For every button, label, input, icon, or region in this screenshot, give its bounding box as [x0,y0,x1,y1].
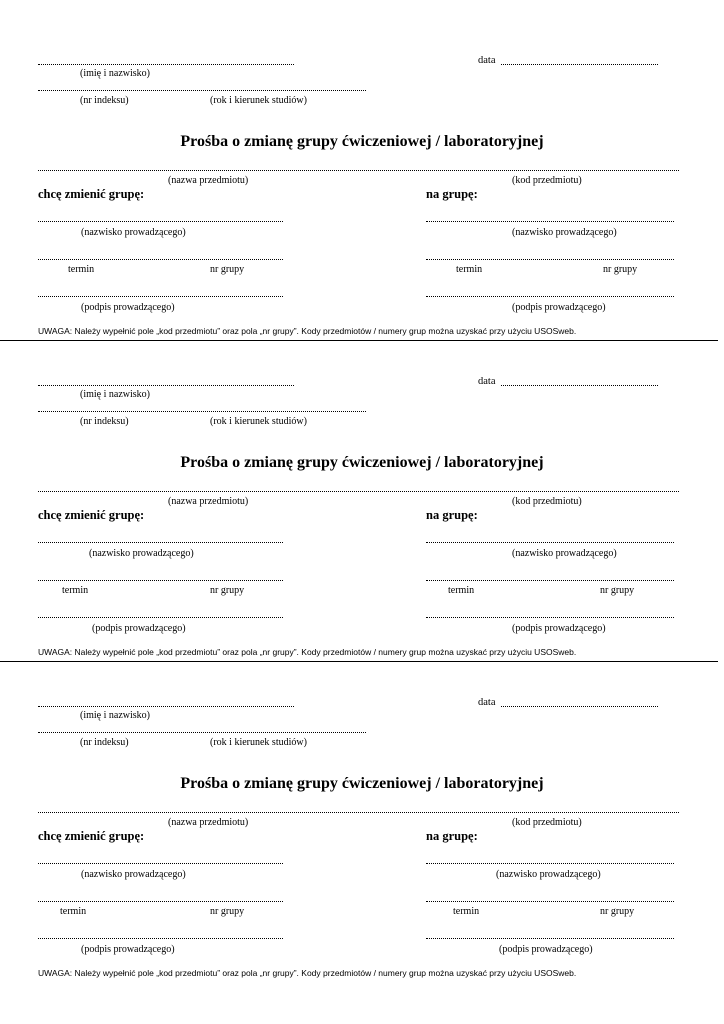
from-signature-line[interactable] [38,296,283,297]
change-to-heading: na grupę: [426,829,478,843]
index-field-line[interactable] [38,90,366,91]
subject-code-label: (kod przedmiotu) [512,175,582,186]
index-field-line[interactable] [38,411,366,412]
date-label: data [478,55,496,66]
from-signature-line[interactable] [38,617,283,618]
to-signature-label: (podpis prowadzącego) [512,302,606,313]
to-signature-line[interactable] [426,296,674,297]
to-group-label: nr grupy [600,585,635,596]
form-title: Prośba o zmianę grupy ćwiczeniowej / laboratoryjnej [180,775,544,792]
note-text: UWAGA: Należy wypełnić pole „kod przedmiotu” oraz pola „nr grupy”. Kody przedmiotów / numery grup można uzyskać przy użyciu USOSweb. [38,326,577,336]
request-form-2 [0,321,724,657]
from-teacher-line[interactable] [38,863,283,864]
change-from-heading: chcę zmienić grupę: [38,508,145,522]
to-teacher-line[interactable] [426,542,674,543]
to-term-label: termin [448,585,475,596]
date-field-line[interactable] [501,385,658,386]
subject-name-label: (nazwa przedmiotu) [168,496,249,507]
from-signature-label: (podpis prowadzącego) [81,944,175,955]
to-signature-label: (podpis prowadzącego) [499,944,593,955]
from-term-label: termin [60,906,87,917]
index-label: (nr indeksu) [80,737,129,748]
name-label: (imię i nazwisko) [80,710,150,721]
from-teacher-label: (nazwisko prowadzącego) [81,227,186,238]
change-from-heading: chcę zmienić grupę: [38,187,145,201]
subject-code-label: (kod przedmiotu) [512,817,582,828]
change-from-heading: chcę zmienić grupę: [38,829,145,843]
from-term-label: termin [68,264,95,275]
to-teacher-line[interactable] [426,221,674,222]
note-text: UWAGA: Należy wypełnić pole „kod przedmiotu” oraz pola „nr grupy”. Kody przedmiotów / numery grup można uzyskać przy użyciu USOSweb. [38,968,577,978]
index-label: (nr indeksu) [80,95,129,106]
from-group-label: nr grupy [210,906,245,917]
subject-field-line[interactable] [38,812,679,813]
name-field-line[interactable] [38,385,294,386]
name-field-line[interactable] [38,706,294,707]
from-teacher-label: (nazwisko prowadzącego) [89,548,194,559]
from-term-line[interactable] [38,901,283,902]
index-label: (nr indeksu) [80,416,129,427]
change-to-heading: na grupę: [426,508,478,522]
subject-field-line[interactable] [38,170,679,171]
change-to-heading: na grupę: [426,187,478,201]
to-group-label: nr grupy [603,264,638,275]
subject-name-label: (nazwa przedmiotu) [168,175,249,186]
year-label: (rok i kierunek studiów) [210,95,307,106]
date-label: data [478,697,496,708]
name-label: (imię i nazwisko) [80,68,150,79]
to-term-label: termin [456,264,483,275]
to-teacher-line[interactable] [426,863,674,864]
to-term-line[interactable] [426,580,674,581]
request-form-3 [0,642,724,978]
to-teacher-label: (nazwisko prowadzącego) [496,869,601,880]
from-group-label: nr grupy [210,585,245,596]
to-signature-label: (podpis prowadzącego) [512,623,606,634]
from-signature-label: (podpis prowadzącego) [81,302,175,313]
to-term-line[interactable] [426,901,674,902]
from-term-label: termin [62,585,89,596]
from-signature-line[interactable] [38,938,283,939]
to-group-label: nr grupy [600,906,635,917]
from-group-label: nr grupy [210,264,245,275]
form-title: Prośba o zmianę grupy ćwiczeniowej / laboratoryjnej [180,454,544,471]
date-field-line[interactable] [501,706,658,707]
to-signature-line[interactable] [426,938,674,939]
from-signature-label: (podpis prowadzącego) [92,623,186,634]
index-field-line[interactable] [38,732,366,733]
name-field-line[interactable] [38,64,294,65]
from-teacher-line[interactable] [38,542,283,543]
to-teacher-label: (nazwisko prowadzącego) [512,548,617,559]
request-form-1 [0,0,724,336]
to-term-line[interactable] [426,259,674,260]
date-label: data [478,376,496,387]
from-teacher-line[interactable] [38,221,283,222]
to-teacher-label: (nazwisko prowadzącego) [512,227,617,238]
form-title: Prośba o zmianę grupy ćwiczeniowej / laboratoryjnej [180,133,544,150]
date-field-line[interactable] [501,64,658,65]
subject-code-label: (kod przedmiotu) [512,496,582,507]
name-label: (imię i nazwisko) [80,389,150,400]
subject-name-label: (nazwa przedmiotu) [168,817,249,828]
year-label: (rok i kierunek studiów) [210,737,307,748]
subject-field-line[interactable] [38,491,679,492]
year-label: (rok i kierunek studiów) [210,416,307,427]
from-teacher-label: (nazwisko prowadzącego) [81,869,186,880]
to-signature-line[interactable] [426,617,674,618]
to-term-label: termin [453,906,480,917]
from-term-line[interactable] [38,580,283,581]
from-term-line[interactable] [38,259,283,260]
note-text: UWAGA: Należy wypełnić pole „kod przedmiotu” oraz pola „nr grupy”. Kody przedmiotów / numery grup można uzyskać przy użyciu USOSweb. [38,647,577,657]
